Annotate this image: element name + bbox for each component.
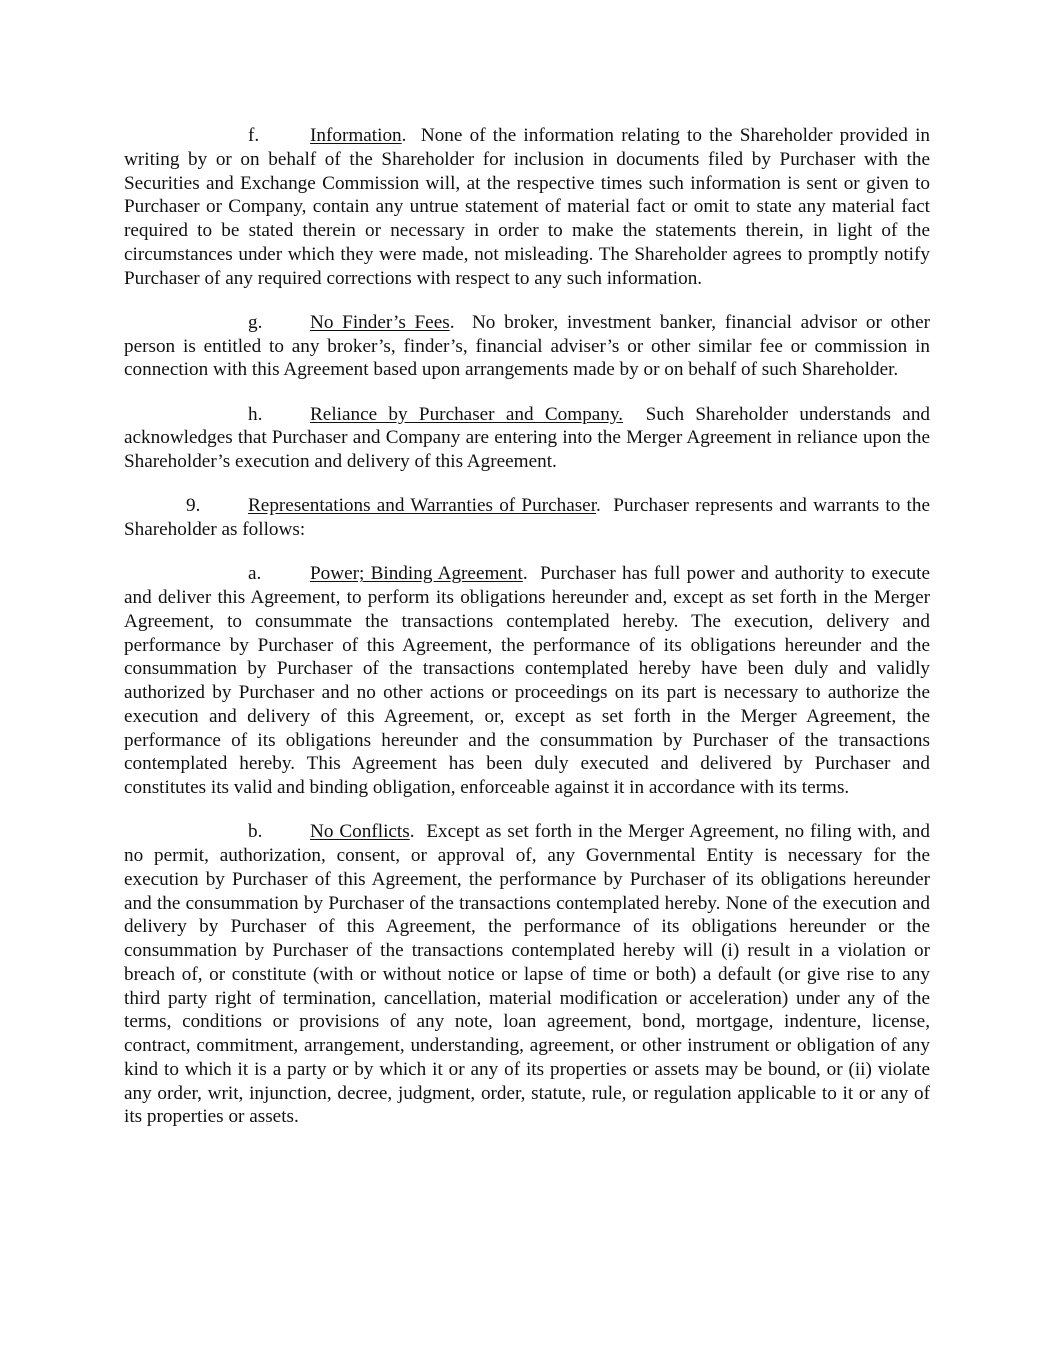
paragraph-heading: No Finder’s Fees [310, 311, 450, 333]
section-body: Purchaser represents and warrants to the Shareholder as follows: [124, 495, 930, 540]
paragraph-number: g. [248, 311, 263, 333]
paragraph-body: None of the information relating to the Shareholder provided in writing by or on behalf of the Shareholder for inclusion in documents filed by Purchaser with the Securities and Exchange Commission will, at the respective times such information is sent or given to Purchaser or Company, contain any untrue statement of material fact or omit to state any material fact required to be stated therein or necessary in order to make the statements therein, in light of the circumstances under which they were made, not misleading. The Shareholder agrees to promptly notify Purchaser of any required corrections with respect to any such information. [124, 125, 930, 289]
heading-punctuation: . [596, 495, 601, 517]
paragraph-h-reliance [124, 403, 930, 474]
heading-punctuation: . [522, 563, 528, 585]
paragraph-f-information [124, 124, 930, 290]
heading-punctuation: . [449, 311, 455, 333]
paragraph-a-power-binding [124, 562, 930, 800]
paragraph-number: f. [248, 125, 260, 146]
document-page [124, 124, 930, 1150]
paragraph-heading: Reliance by Purchaser and Company. [310, 403, 624, 425]
paragraph-number: a. [248, 563, 262, 585]
section-heading: Representations and Warranties of Purchaser [248, 495, 597, 517]
paragraph-body: Such Shareholder understands and acknowledges that Purchaser and Company are entering into the Merger Agreement in reliance upon the Shareholder’s execution and delivery of this Agreement. [124, 403, 931, 472]
paragraph-number: b. [248, 821, 263, 843]
paragraph-heading: Information [310, 125, 402, 146]
paragraph-heading: Power; Binding Agreement [310, 563, 523, 585]
paragraph-heading: No Conflicts [310, 821, 410, 843]
section-number: 9. [186, 495, 201, 517]
paragraph-number: h. [248, 403, 263, 425]
paragraph-body: Except as set forth in the Merger Agreement, no filing with, and no permit, authorization, consent, or approval of, any Governmental Entity is necessary for the execution by Purchaser of this Agreement, the performance by Purchaser of its obligations hereunder and the consummation by Purchaser of the transactions contemplated hereby. None of the execution and delivery by Purchaser of this Agreement, the performance of its obligations hereunder or the consummation by Purchaser of the transactions contemplated hereby will (i) result in a violation or breach of, or constitute (with or without notice or lapse of time or both) a default (or give rise to any third party right of termination, cancellation, material modification or acceleration) under any of the terms, conditions or provisions of any note, loan agreement, bond, mortgage, indenture, license, contract, commitment, arrangement, understanding, agreement, or other instrument or obligation of any kind to which it is a party or by which it or any of its properties or assets may be bound, or (ii) violate any order, writ, injunction, decree, judgment, order, statute, rule, or regulation applicable to it or any of its properties or assets. [124, 821, 930, 1128]
paragraph-body: No broker, investment banker, financial advisor or other person is entitled to any broker’s, finder’s, financial adviser’s or other similar fee or commission in connection with this Agreement based upon arrangements made by or on behalf of such Shareholder. [124, 311, 931, 381]
heading-punctuation: . [401, 125, 407, 146]
heading-punctuation: . [409, 821, 415, 843]
paragraph-b-no-conflicts [124, 820, 930, 1129]
section-9-representations [124, 494, 930, 542]
paragraph-body: Purchaser has full power and authority to execute and deliver this Agreement, to perform its obligations hereunder and, except as set forth in the Merger Agreement, to consummate the transactions contemplated hereby. The execution, delivery and performance by Purchaser of this Agreement, the performance of its obligations hereunder and the consummation by Purchaser of the transactions contemplated hereby have been duly and validly authorized by Purchaser and no other actions or proceedings on its part is necessary to authorize the execution and delivery of this Agreement, or, except as set forth in the Merger Agreement, the performance of its obligations hereunder and the consummation by Purchaser of the transactions contemplated hereby. This Agreement has been duly executed and delivered by Purchaser and constitutes its valid and binding obligation, enforceable against it in accordance with its terms. [124, 563, 931, 798]
paragraph-g-no-finders-fees [124, 311, 930, 382]
